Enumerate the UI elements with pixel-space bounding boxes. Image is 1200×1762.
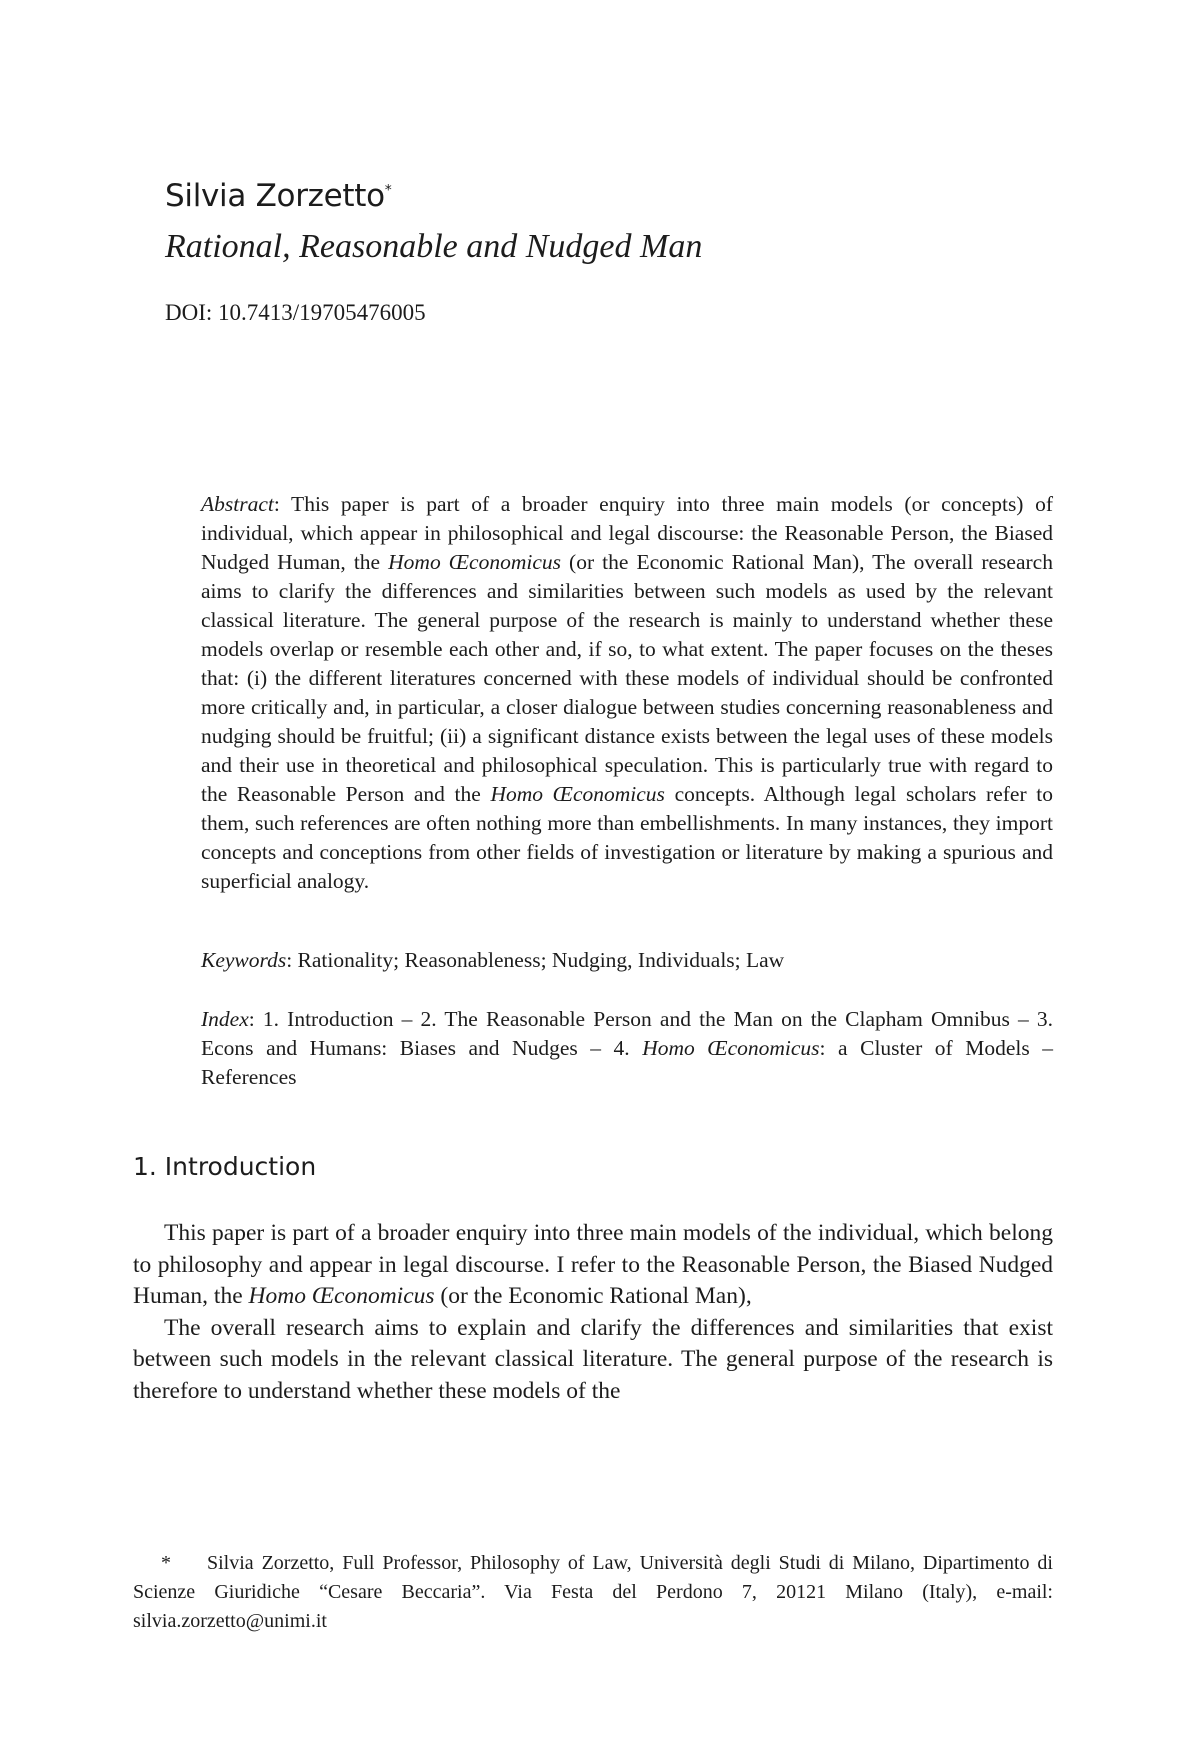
author-name [165,178,391,214]
keywords-paragraph [173,946,1053,975]
introduction-paragraph-1 [133,1218,1053,1313]
index-text-1: : 1. Introduction – 2. The Reasonable Person and the Man on the Clapham Omnibus – 3. Econs and Humans: Biases and Nudges – 4. [201,1007,1053,1060]
footnote-mark: * [161,1552,171,1574]
index-paragraph [173,1005,1053,1092]
intro-p1-text-1: This paper is part of a broader enquiry into three main models of the individual, which belong to philosophy and appear in legal discourse. I refer to the Reasonable Person, the Biased Nudged Human, the [133,1220,1053,1309]
footnote [133,1549,1053,1636]
abstract-text-3: concepts. Although legal scholars refer to them, such references are often nothing more than embellishments. In many instances, they import concepts and conceptions from other fields of investigation or literature by making a spurious and superficial analogy. [201,782,1053,893]
author-name-text: Silvia Zorzetto [165,178,385,214]
introduction-paragraph-2: The overall research aims to explain and clarify the differences and similarities that exist between such models in the relevant classical literature. The general purpose of the research is therefore to understand whether these models of the [133,1314,1053,1404]
footnote-text: Silvia Zorzetto, Full Professor, Philosophy of Law, Università degli Studi di Milano, Dipartimento di Scienze Giuridiche “Cesare Beccaria”. Via Festa del Perdono 7, 20121 Milano (Italy), e-mail: silvia.zorzetto@unimi.it [133,1552,1053,1632]
section-heading-introduction: 1. Introduction [133,1152,317,1181]
index [173,1005,1053,1092]
abstract [173,490,1053,896]
author-footnote-mark: * [384,182,392,199]
intro-p1-em: Homo Œconomicus [248,1283,435,1309]
abstract-text-2: (or the Economic Rational Man), The overall research aims to clarify the differences and similarities between such models as used by the relevant classical literature. The general purpose of the research is mainly to understand whether these models overlap or resemble each other and, if so, to what extent. The paper focuses on the theses that: (i) the different literatures concerned with these models of individual should be confronted more critically and, in particular, a closer dialogue between studies concerning reasonableness and nudging should be fruitful; (ii) a significant distance exists between the legal uses of these models and their use in theoretical and philosophical speculation. This is particularly true with regard to the Reasonable Person and the [201,550,1053,806]
keywords-label: Keywords [201,948,287,972]
paper-title: Rational, Reasonable and Nudged Man [165,228,703,265]
keywords [173,946,1053,975]
index-text-2: : a Cluster of Models – References [201,1036,1053,1089]
keywords-text: : Rationality; Reasonableness; Nudging, Individuals; Law [286,948,785,972]
doi: DOI: 10.7413/19705476005 [165,300,426,325]
abstract-em-1: Homo Œconomicus [388,550,561,574]
abstract-label: Abstract [201,492,274,516]
introduction-body [133,1218,1053,1407]
abstract-text-1: : This paper is part of a broader enquiry into three main models (or concepts) of individual, which appear in philosophical and legal discourse: the Reasonable Person, the Biased Nudged Human, the [201,492,1053,574]
intro-p1-text-2: (or the Economic Rational Man), [434,1283,752,1309]
index-label: Index [201,1007,249,1031]
abstract-em-2: Homo Œconomicus [490,782,665,806]
abstract-paragraph [173,490,1053,896]
index-em-1: Homo Œconomicus [642,1036,820,1060]
